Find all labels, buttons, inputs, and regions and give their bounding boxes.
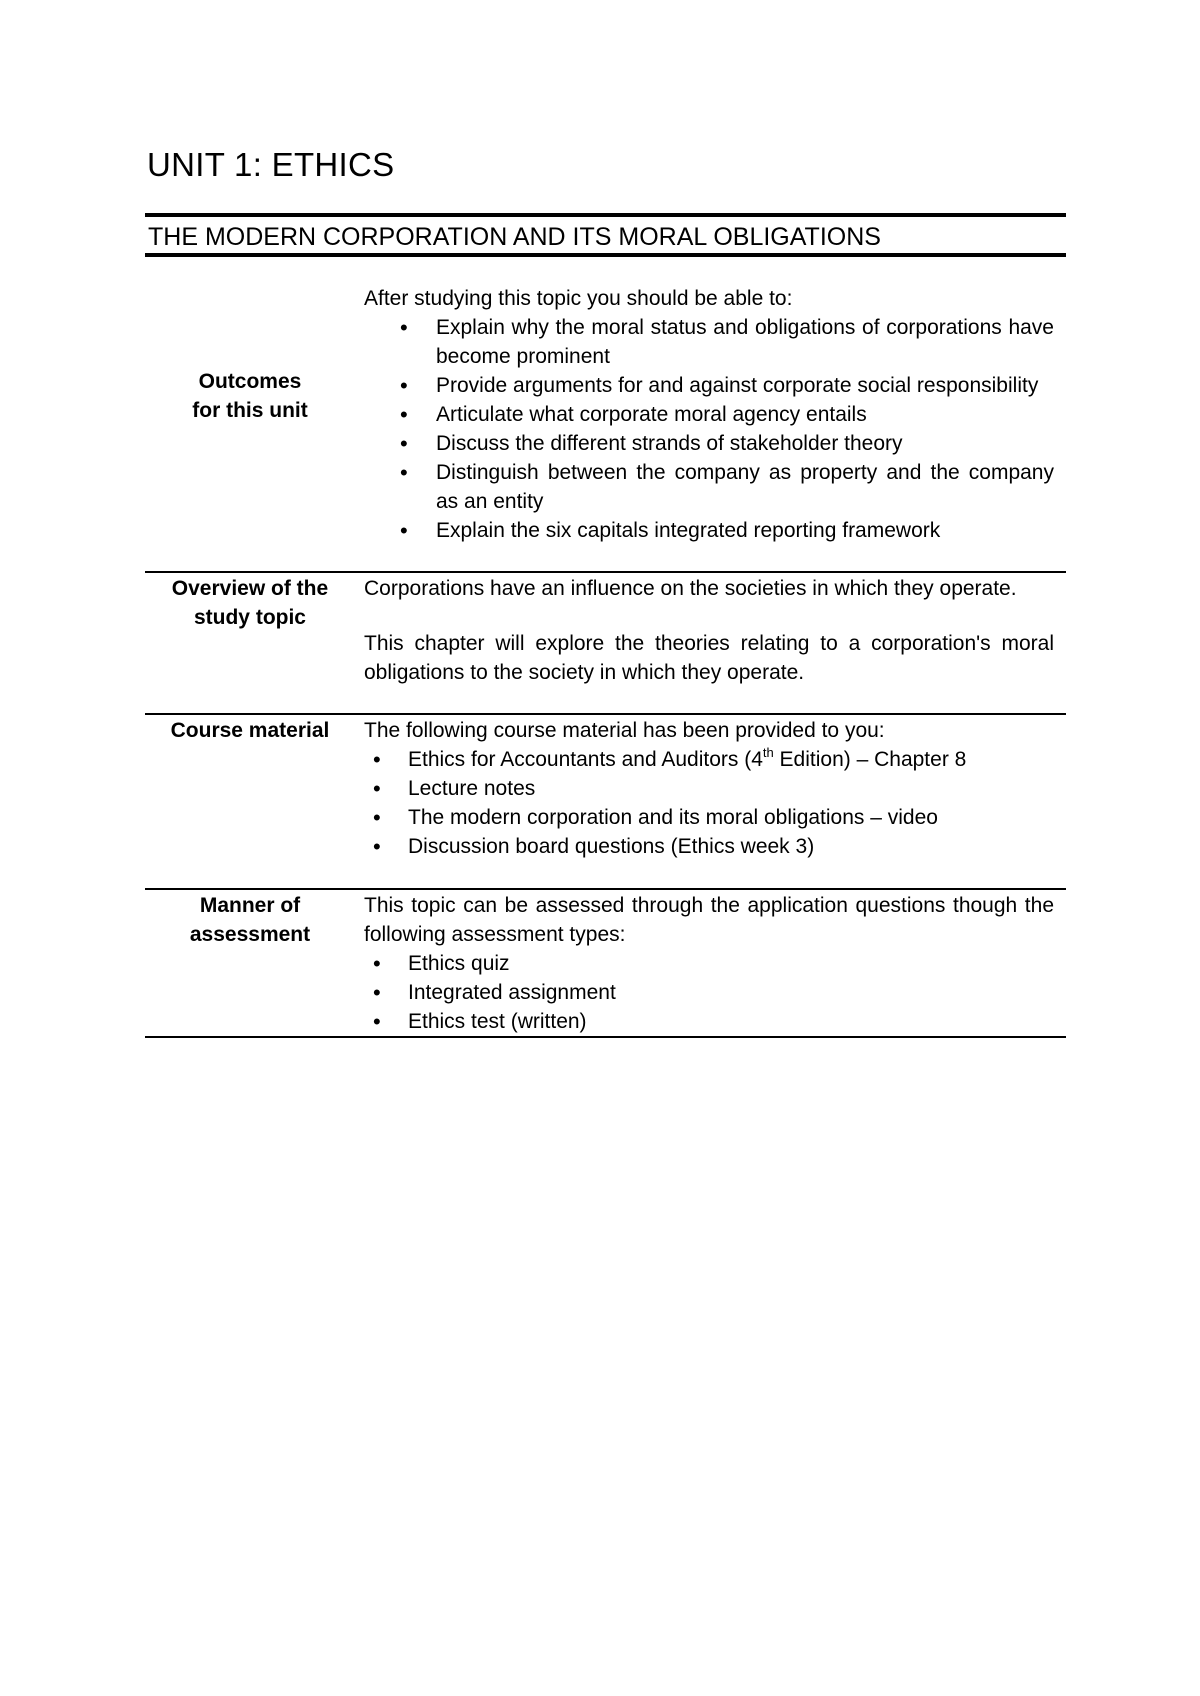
overview-paragraph: Corporations have an influence on the societies in which they operate. [364, 577, 1017, 600]
course-material-intro: The following course material has been provided to you: [364, 719, 885, 742]
outcomes-row [145, 275, 1066, 573]
outcomes-list [364, 313, 1054, 545]
paragraph-gap [364, 603, 1054, 629]
list-item: • The modern corporation and its moral obligations – video [364, 803, 1054, 832]
overview-row [145, 573, 1066, 715]
course-material-row [145, 715, 1066, 890]
list-item: • Explain why the moral status and obligations of corporations have become prominent [364, 313, 1054, 371]
overview-paragraph: This chapter will explore the theories relating to a corporation's moral obligations to the society in which they operate. [364, 632, 1054, 684]
course-material-label: Course material [170, 719, 330, 742]
unit-title: UNIT 1: ETHICS [147, 146, 395, 183]
list-item: • Ethics test (written) [364, 1007, 1054, 1036]
list-item: • Articulate what corporate moral agency entails [364, 400, 1054, 429]
topic-title: THE MODERN CORPORATION AND ITS MORAL OBLIGATIONS [148, 223, 881, 251]
course-material-content [364, 716, 1054, 861]
list-item: • Distinguish between the company as property and the company as an entity [364, 458, 1054, 516]
assessment-intro: This topic can be assessed through the application questions though the following assessment types: [364, 894, 1054, 946]
course-material-list [364, 745, 1054, 861]
edition-superscript: th [762, 745, 774, 760]
assessment-row [145, 890, 1066, 1038]
overview-content [364, 574, 1054, 687]
outcomes-label: Outcomes for this unit [192, 370, 308, 422]
assessment-list [364, 949, 1054, 1036]
overview-label: Overview of the study topic [171, 577, 329, 629]
list-item: • Lecture notes [364, 774, 1054, 803]
list-item: • Ethics quiz [364, 949, 1054, 978]
assessment-label: Manner of assessment [189, 894, 311, 946]
list-item: • Integrated assignment [364, 978, 1054, 1007]
book-title-part: Ethics for Accountants and Auditors (4 [408, 748, 763, 771]
book-title-part: Edition) – Chapter 8 [773, 748, 967, 771]
list-item [364, 745, 1054, 774]
outcomes-content [364, 284, 1054, 545]
list-item: • Explain the six capitals integrated reporting framework [364, 516, 1054, 545]
topic-band [145, 213, 1066, 257]
list-item: • Discuss the different strands of stakeholder theory [364, 429, 1054, 458]
list-item: • Provide arguments for and against corporate social responsibility [364, 371, 1054, 400]
list-item: • Discussion board questions (Ethics week 3) [364, 832, 1054, 861]
assessment-content [364, 891, 1054, 1036]
outcomes-intro: After studying this topic you should be able to: [364, 287, 793, 310]
